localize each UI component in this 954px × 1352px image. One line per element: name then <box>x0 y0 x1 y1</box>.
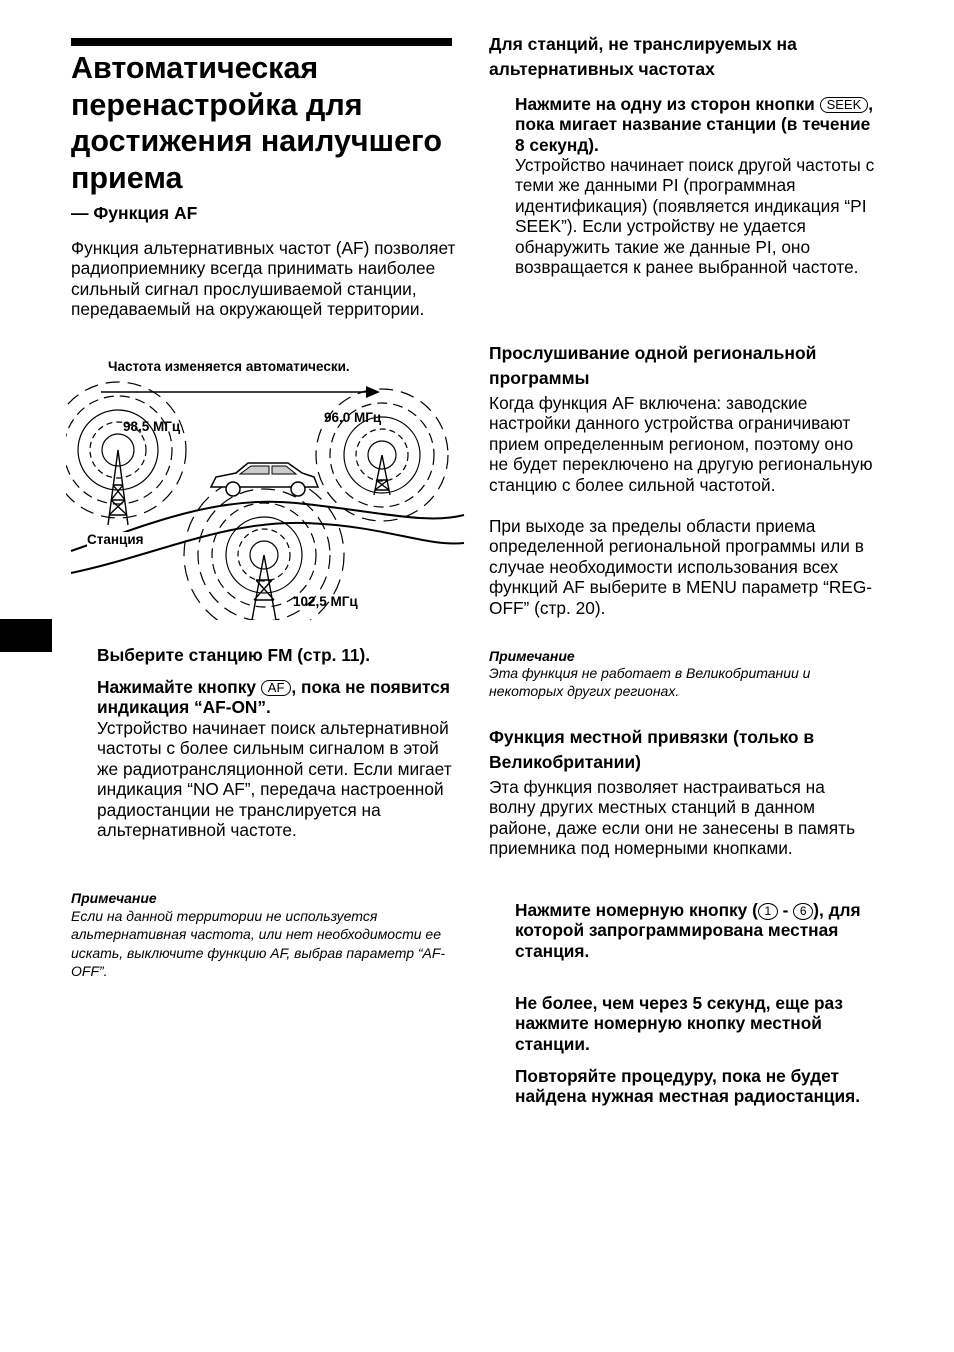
preset-step <box>515 900 875 961</box>
repeat-step: Не более, чем через 5 секунд, еще раз нажмите номерную кнопку местной станции. <box>515 993 843 1054</box>
title-rule <box>71 38 452 46</box>
section-tab <box>0 619 52 652</box>
step-2-text-b: , пока не появится индикация “AF-ON”. <box>97 677 450 718</box>
freq-label-1: 98,5 МГц <box>123 419 181 434</box>
figure-caption: Частота изменяется автоматически. <box>108 359 350 374</box>
step-2-text-a: Нажимайте кнопку <box>97 677 261 697</box>
note-heading-left: Примечание <box>71 890 157 906</box>
af-key-icon: AF <box>261 680 292 696</box>
heading-local-link: Функция местной привязки (только в Великобритании) <box>489 727 815 772</box>
page-subtitle: — Функция AF <box>71 203 198 223</box>
seek-step-text-a: Нажмите на одну из сторон кнопки <box>515 94 820 114</box>
regional-paragraph-1: Когда функция AF включена: заводские настройки данного устройства ограничивают прием определенным регионом, поэтому оно не будет переключено на другую региональную станцию с более сильной частотой. <box>489 393 873 495</box>
step-1: Выберите станцию FM (стр. 11). <box>97 645 371 665</box>
seek-key-icon: SEEK <box>820 97 869 113</box>
note-text-left: Если на данной территории не используется альтернативная частота, или нет необходимости ее искать, выключите функцию AF, выбрав параметр “AF-OFF”. <box>71 908 446 979</box>
preset-step-text-c: ), для которой запрограммирована местная станция. <box>515 900 861 961</box>
step-2-body: Устройство начинает поиск альтернативной частоты с более сильным сигналом в этой же радиотрансляционной сети. Если мигает индикация “NO AF”, передача настроенной радиостанции не транслируется на альтернативной частоте. <box>97 718 452 841</box>
af-diagram-graphic <box>66 355 466 620</box>
step-2 <box>97 677 457 718</box>
seek-step-body: Устройство начинает поиск другой частоты с теми же данными PI (программная идентификация) (появляется индикация “PI SEEK”). Если устройству не удается обнаружить такие же данные PI, оно возвращается к ранее выбранной частоте. <box>515 155 875 278</box>
freq-label-3: 102,5 МГц <box>293 594 358 609</box>
intro-paragraph: Функция альтернативных частот (AF) позволяет радиоприемнику всегда принимать наиболее сильный сигнал прослушиваемой станции, передаваемый на окружающей территории. <box>71 238 456 320</box>
station-label: Станция <box>87 532 144 547</box>
freq-label-2: 96,0 МГц <box>324 410 382 425</box>
note-text-right: Эта функция не работает в Великобритании и некоторых других регионах. <box>489 665 811 700</box>
preset-1-key-icon: 1 <box>758 903 778 920</box>
heading-regional: Прослушивание одной региональной программы <box>489 343 817 388</box>
preset-step-text-a: Нажмите номерную кнопку ( <box>515 900 758 920</box>
local-link-paragraph: Эта функция позволяет настраиваться на волну других местных станций в данном районе, даже если они не занесены в память приемника под номерными кнопками. <box>489 777 856 859</box>
seek-step-text-b: , пока мигает название станции (в течение 8 секунд). <box>515 94 874 155</box>
continue-step: Повторяйте процедуру, пока не будет найдена нужная местная радиостанция. <box>515 1066 861 1107</box>
page-title: Автоматическая перенастройка для достижения наилучшего приема <box>71 51 442 195</box>
seek-step <box>515 94 875 155</box>
preset-6-key-icon: 6 <box>793 903 813 920</box>
note-heading-right: Примечание <box>489 648 575 664</box>
heading-no-af: Для станций, не транслируемых на альтернативных частотах <box>489 34 797 79</box>
car-icon <box>211 463 318 496</box>
af-diagram <box>66 355 466 620</box>
regional-paragraph-2: При выходе за пределы области приема определенной региональной программы или в случае необходимости использования всех функций AF выберите в MENU параметр “REG-OFF” (стр. 20). <box>489 516 873 618</box>
preset-step-text-b: - <box>777 900 794 920</box>
